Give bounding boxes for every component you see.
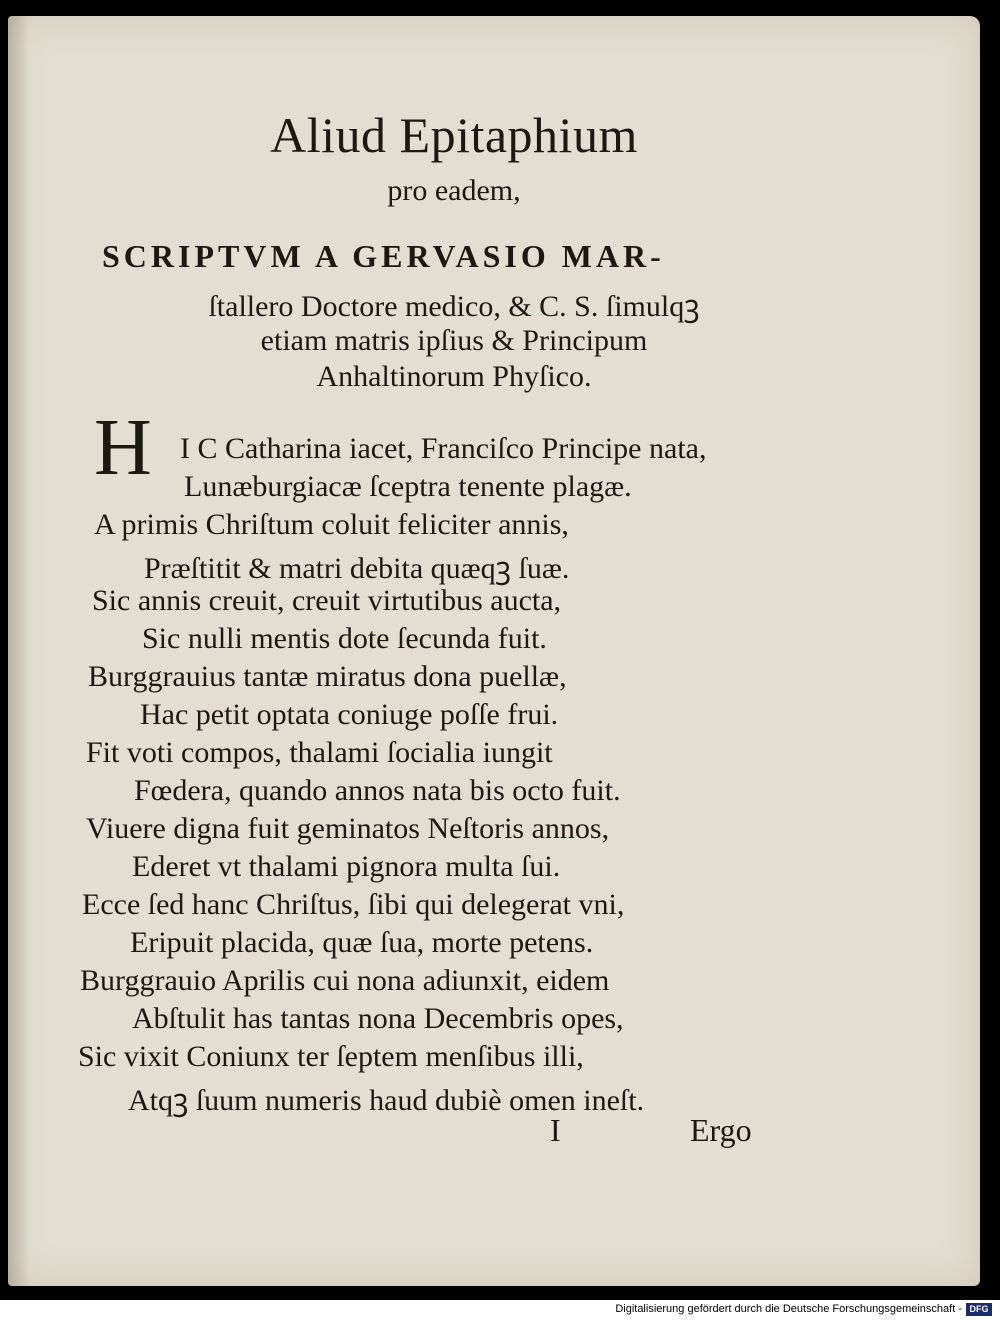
heading-line-1: SCRIPTVM A GERVASIO MAR-: [102, 238, 665, 274]
verse-line: Fœdera, quando annos nata bis octo fuit.: [134, 774, 621, 807]
verse-line: Sic annis creuit, creuit virtutibus aucta,: [92, 584, 562, 617]
verse-line: Hac petit optata coniuge poſſe frui.: [140, 698, 559, 731]
page-title: Aliud Epitaphium: [270, 107, 638, 163]
heading-line-3: etiam matris ipſius & Principum: [260, 324, 648, 357]
verse-line: Fit voti compos, thalami ſocialia iungit: [86, 736, 553, 769]
verse-line: Burggrauius tantæ miratus dona puellæ,: [88, 660, 567, 693]
verse-line: I C Catharina iacet, Franciſco Principe nata,: [180, 432, 707, 465]
verse-line: Atqꝫ ſuum numeris haud dubiè omen ineſt.: [128, 1084, 645, 1117]
heading-line-4: Anhaltinorum Phyſico.: [316, 360, 592, 393]
book-page: [8, 16, 980, 1286]
page-subtitle: pro eadem,: [387, 174, 521, 207]
footer-bar: [0, 1300, 1000, 1320]
verse-line: Abſtulit has tantas nona Decembris opes,: [132, 1002, 624, 1035]
verse-line: Lunæburgiacæ ſceptra tenente plagæ.: [184, 470, 632, 503]
catchword: Ergo: [690, 1112, 752, 1148]
verse-line: Sic vixit Coniunx ter ſeptem menſibus illi,: [78, 1040, 584, 1073]
signature-mark: I: [550, 1112, 561, 1148]
verse-line: A primis Chriſtum coluit feliciter annis,: [94, 508, 569, 541]
funding-notice: Digitalisierung gefördert durch die Deutsche Forschungsgemeinschaft -: [615, 1303, 962, 1315]
verse-line: Ecce ſed hanc Chriſtus, ſibi qui delegerat vni,: [82, 888, 625, 921]
dfg-logo-icon: DFG: [966, 1303, 992, 1316]
verse-line: Eripuit placida, quæ ſua, morte petens.: [130, 926, 594, 959]
verse-line: Ederet vt thalami pignora multa ſui.: [132, 850, 561, 883]
verse-line: Præſtitit & matri debita quæqꝫ ſuæ.: [144, 552, 570, 585]
verse-line: Viuere digna fuit geminatos Neſtoris annos,: [86, 812, 610, 845]
heading-line-2: ſtallero Doctore medico, & C. S. ſimulqꝫ: [208, 290, 700, 323]
verse-line: Sic nulli mentis dote ſecunda fuit.: [142, 622, 547, 655]
drop-cap: H: [94, 404, 152, 492]
verse-line: Burggrauio Aprilis cui nona adiunxit, eidem: [80, 964, 610, 997]
